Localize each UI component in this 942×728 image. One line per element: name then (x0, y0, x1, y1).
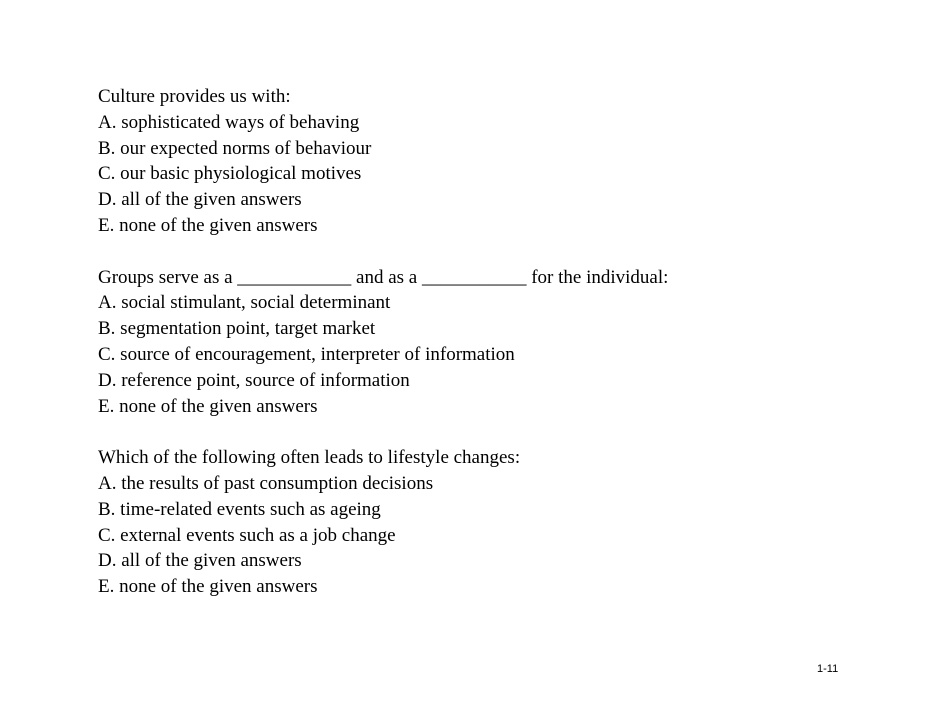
question-prompt: Culture provides us with: (98, 86, 291, 107)
page-number: 1-11 (817, 663, 839, 675)
question-1 (98, 84, 858, 239)
answer-option: B. segmentation point, target market (98, 318, 376, 340)
question-prompt: Which of the following often leads to lifestyle changes: (98, 447, 521, 469)
answer-option: D. reference point, source of information (98, 369, 410, 391)
answer-option: D. all of the given answers (98, 189, 302, 211)
answer-option: A. social stimulant, social determinant (98, 292, 391, 314)
answer-option: B. our expected norms of behaviour (98, 137, 372, 159)
answer-option: E. none of the given answers (98, 576, 318, 598)
answer-option: E. none of the given answers (98, 395, 318, 417)
answer-option: C. our basic physiological motives (98, 163, 362, 185)
question-2 (98, 265, 858, 420)
answer-option: B. time-related events such as ageing (98, 498, 381, 520)
answer-option: A. sophisticated ways of behaving (98, 111, 360, 133)
quiz-content (98, 84, 858, 626)
answer-option: C. external events such as a job change (98, 524, 396, 546)
answer-option: E. none of the given answers (98, 214, 318, 236)
answer-option: D. all of the given answers (98, 550, 302, 572)
question-prompt: Groups serve as a ____________ and as a ___________ for the individual: (98, 266, 669, 288)
question-3 (98, 445, 858, 600)
answer-option: A. the results of past consumption decisions (98, 472, 434, 494)
answer-option: C. source of encouragement, interpreter of information (98, 343, 515, 365)
